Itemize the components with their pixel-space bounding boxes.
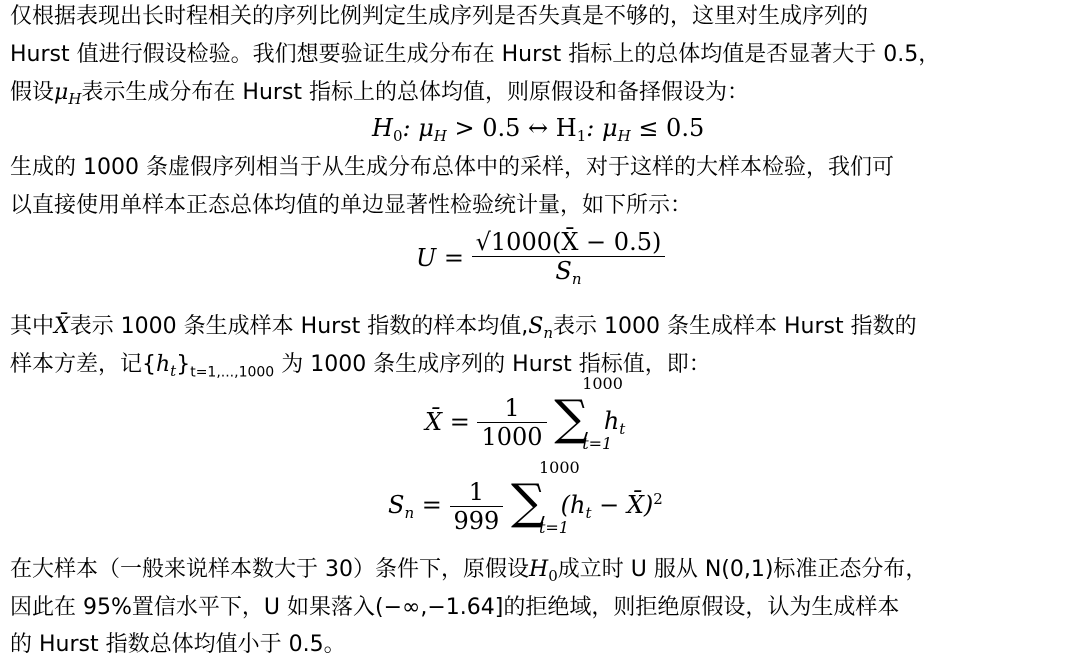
eq-part: : μ <box>586 114 618 142</box>
eq-part: (h <box>560 491 586 519</box>
fraction-numerator: 1 <box>468 477 485 506</box>
eq-sub: t <box>619 419 626 438</box>
sum-upper: 1000 <box>582 374 623 393</box>
text-span: 假设 <box>10 80 55 105</box>
eq-sub: n <box>543 324 554 342</box>
eq-sub: 0 <box>548 567 558 585</box>
u-statistic-equation <box>416 228 665 288</box>
text-line: 以直接使用单样本正态总体均值的单边显著性检验统计量，如下所示： <box>10 193 693 218</box>
mu-h-symbol: $\mu_H$ <box>54 80 82 108</box>
text-line <box>10 555 927 591</box>
text-span: 表示生成分布在 Hurst 指标上的总体均值，则原假设和备择假设为： <box>81 80 750 105</box>
eq-sub: t <box>170 362 177 380</box>
eq-sub: n <box>404 503 415 522</box>
text-line <box>10 78 749 114</box>
sn-symbol: S <box>528 314 544 339</box>
fraction-denominator <box>472 256 666 288</box>
eq-part: S <box>388 490 405 519</box>
eq-part: H <box>372 114 393 142</box>
eq-part: S <box>555 257 572 285</box>
text-span: 为 1000 条生成序列的 Hurst 指标值，即： <box>274 352 711 377</box>
eq-sub: H <box>433 127 447 145</box>
eq-part: = <box>414 490 442 519</box>
eq-sub: n <box>571 270 582 288</box>
eq-sub: H <box>617 127 631 145</box>
sum-lower: t=1 <box>582 434 613 453</box>
fraction <box>450 478 504 535</box>
eq-body <box>560 490 663 522</box>
sum-symbol: ∑ 1000 t=1 <box>510 458 580 537</box>
eq-sub: 1 <box>576 127 587 145</box>
text-span: } <box>176 352 191 377</box>
eq-part: : μ <box>402 114 434 142</box>
eq-part: − X̄) <box>591 491 654 519</box>
fraction-denominator: 999 <box>450 506 504 535</box>
h-symbol: h <box>156 352 171 377</box>
eq-part: > 0.5 ↔ H <box>446 114 577 142</box>
mean-equation <box>425 374 626 453</box>
fraction-numerator: √1000(X̄ − 0.5) <box>475 228 662 256</box>
eq-lhs: X̄ = <box>425 408 470 436</box>
text-span: 其中 <box>10 314 55 339</box>
text-line: Hurst 值进行假设检验。我们想要验证生成分布在 Hurst 指标上的总体均值是否显著大于 0.5， <box>10 42 941 67</box>
fraction <box>477 394 546 451</box>
text-span: 在大样本（一般来说样本数大于 30）条件下，原假设 <box>10 557 529 582</box>
text-line: 因此在 95%置信水平下，U 如果落入(−∞,−1.64]的拒绝域，则拒绝原假设，认为生成样本 <box>10 595 900 620</box>
eq-part: ≤ 0.5 <box>630 114 705 142</box>
xbar-symbol: X̄ <box>54 314 70 339</box>
std-equation <box>388 458 663 537</box>
sum-symbol: ∑ 1000 t=1 <box>554 374 623 453</box>
eq-sup: 2 <box>653 490 663 508</box>
eq-part: h <box>603 406 620 435</box>
eq-lhs <box>388 490 442 522</box>
fraction-denominator: 1000 <box>477 422 546 451</box>
text-span: 样本方差，记{ <box>10 352 156 377</box>
eq-lhs: U = <box>416 244 464 272</box>
hypothesis-equation <box>372 114 704 145</box>
text-span: 表示 1000 条生成样本 Hurst 指数的 <box>553 314 917 339</box>
index-range: t=1,...,1000 <box>190 364 275 381</box>
eq-body <box>603 406 626 438</box>
fraction <box>472 228 666 288</box>
sum-upper: 1000 <box>538 458 580 477</box>
text-line: 仅根据表现出长时程相关的序列比例判定生成序列是否失真是不够的，这里对生成序列的 <box>10 4 869 29</box>
h0-symbol: H <box>529 557 549 582</box>
fraction-numerator: 1 <box>504 393 520 422</box>
sum-lower: t=1 <box>538 518 569 537</box>
text-line: 的 Hurst 指数总体均值小于 0.5。 <box>10 632 346 657</box>
eq-sub: t <box>585 504 592 522</box>
text-span: 表示 1000 条生成样本 Hurst 指数的样本均值, <box>69 314 529 339</box>
text-span: 成立时 U 服从 N(0,1)标准正态分布， <box>557 557 928 582</box>
eq-sub: 0 <box>392 127 403 145</box>
text-line: 生成的 1000 条虚假序列相当于从生成分布总体中的采样，对于这样的大样本检验，我们可 <box>10 155 894 180</box>
text-line <box>10 312 917 348</box>
